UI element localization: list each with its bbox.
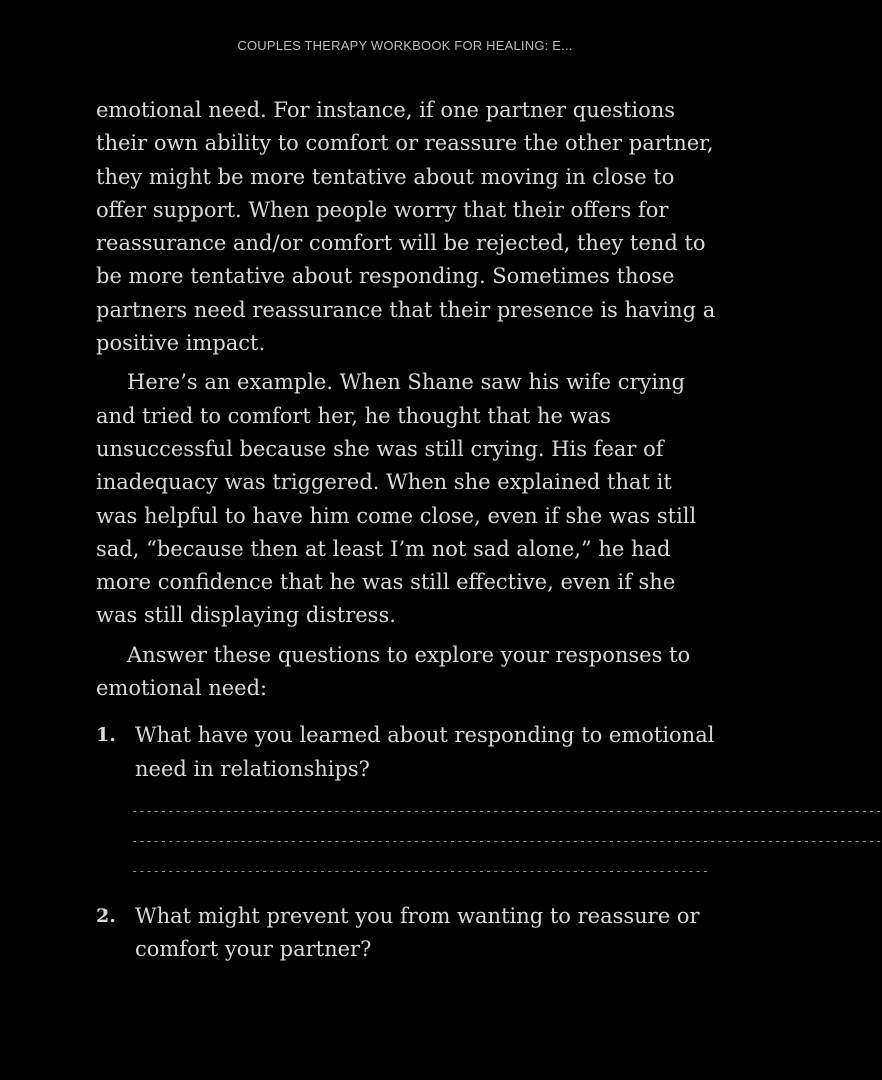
paragraph-continuation: emotional need. For instance, if one partner questions their own ability to comfort or reassure the other partner, they might be more tentative about moving in close to offer support. When people worry that their offers for reassurance and/or comfort will be rejected, they tend to be more tentative about responding. Sometimes those partners need reassurance that their presence is having a positive impact. (96, 98, 716, 356)
page-body (96, 94, 882, 967)
question-1 (96, 719, 718, 786)
paragraph-example: Here’s an example. When Shane saw his wife crying and tried to comfort her, he thought that he was unsuccessful because she was still crying. His fear of inadequacy was triggered. When she explained that it was helpful to have him come close, even if she was still sad, “because then at least I’m not sad alone,” he had more confidence that he was still effective, even if she was still displaying distress. (96, 370, 697, 628)
running-header-title: COUPLES THERAPY WORKBOOK FOR HEALING: E... (237, 38, 573, 53)
question-text: What might prevent you from wanting to reassure or comfort your partner? (135, 903, 700, 962)
question-number: 1. (96, 724, 116, 747)
answer-line: -------------------------------------------------------------------------------- (131, 863, 709, 878)
answer-line: -------------------------------------------------------------------------------------------------------- (131, 833, 882, 848)
answer-line: -------------------------------------------------------------------------------------------------------- (131, 803, 882, 818)
answer-lines (131, 796, 882, 886)
question-text: What have you learned about responding to emotional need in relationships? (135, 723, 715, 781)
paragraph-instructions: Answer these questions to explore your responses to emotional need: (96, 642, 691, 701)
question-number: 2. (96, 904, 116, 927)
question-2 (96, 900, 718, 967)
